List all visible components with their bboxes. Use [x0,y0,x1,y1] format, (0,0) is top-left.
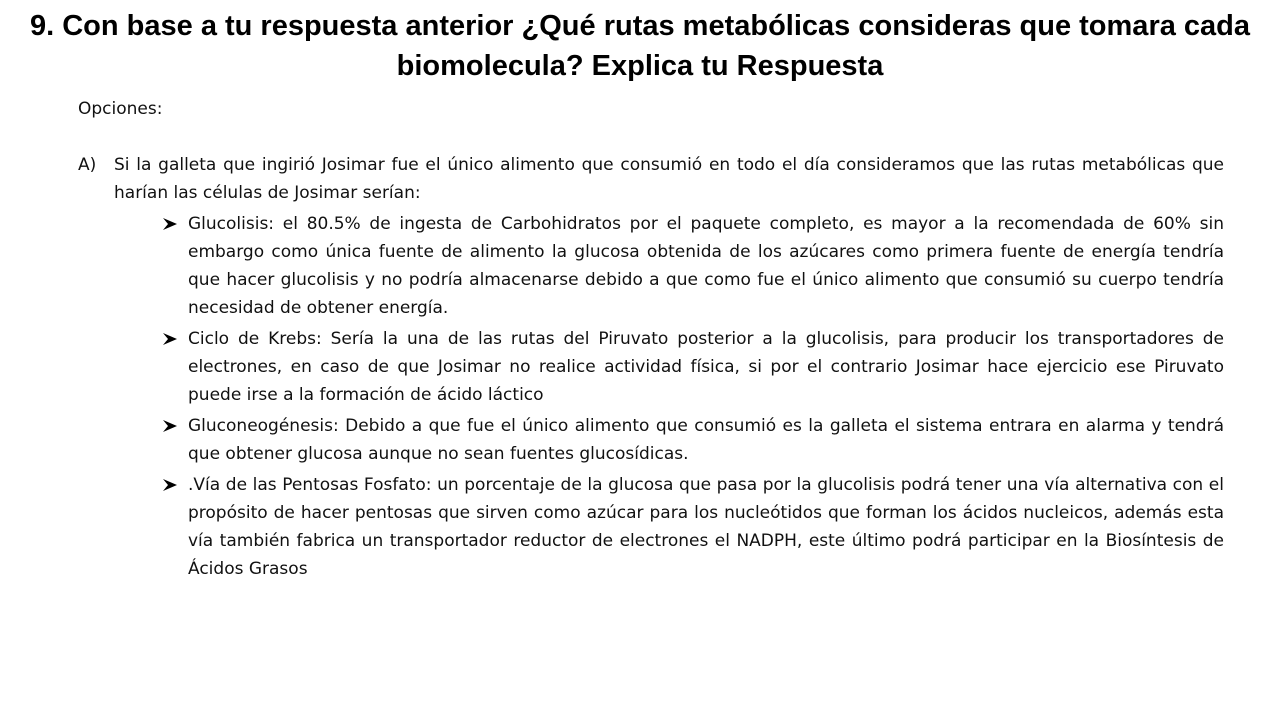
arrowhead-bullet-icon [162,412,188,468]
slide-title: 9. Con base a tu respuesta anterior ¿Qué rutas metabólicas consideras que tomara cada biomolecula? Explica tu Respuesta [29,10,1251,82]
option-a-letter: A) [78,155,97,175]
bullet-text-pentosas: .Vía de las Pentosas Fosfato: un porcentaje de la glucosa que pasa por la glucolisis podrá tener una vía alternativa con el propósito de hacer pentosas que sirven como azúcar para los nucleótidos que forman los ácidos nucleicos, además esta vía también fabrica un transportador reductor de electrones el NADPH, este último podrá participar en la Biosíntesis de Ácidos Grasos [188,475,1224,579]
bullet-text-krebs: Ciclo de Krebs: Sería la una de las rutas del Piruvato posterior a la glucolisis, para producir los transportadores de electrones, en caso de que Josimar no realice actividad física, si por el contrario Josimar hace ejercicio ese Piruvato puede irse a la formación de ácido láctico [188,329,1224,405]
list-item [162,471,1224,583]
arrowhead-bullet-icon [162,471,188,583]
list-item [162,412,1224,468]
arrowhead-bullet-icon [162,325,188,409]
slide-content [78,95,1224,586]
bullet-text-gluconeogenesis: Gluconeogénesis: Debido a que fue el único alimento que consumió es la galleta el sistema entrara en alarma y tendrá que obtener glucosa aunque no sean fuentes glucosídicas. [188,416,1224,464]
options-heading: Opciones: [78,99,163,119]
bullet-text-glucolisis: Glucolisis: el 80.5% de ingesta de Carbohidratos por el paquete completo, es mayor a la recomendada de 60% sin embargo como única fuente de alimento la glucosa obtenida de los azúcares como primera fuente de energía tendría que hacer glucolisis y no podría almacenarse debido a que como fue el único alimento que consumió su cuerpo tendría necesidad de obtener energía. [188,214,1224,318]
list-item [162,210,1224,322]
option-a [78,151,1224,210]
list-item [162,325,1224,409]
arrowhead-bullet-icon [162,210,188,322]
option-a-bullet-list [78,210,1224,583]
option-a-text: Si la galleta que ingirió Josimar fue el único alimento que consumió en todo el día consideramos que las rutas metabólicas que harían las células de Josimar serían: [114,155,1224,203]
option-a-body [114,151,1224,210]
